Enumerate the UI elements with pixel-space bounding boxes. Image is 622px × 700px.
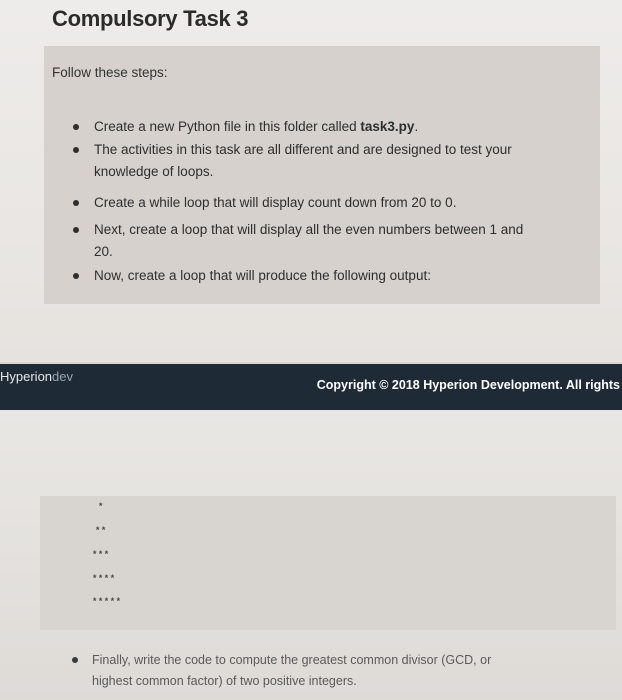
copyright-text: Copyright © 2018 Hyperion Development. All rights [316, 378, 620, 392]
bullet-icon [73, 200, 79, 206]
task-instructions-box [44, 46, 600, 304]
pattern-line: ** [95, 526, 107, 536]
list-item: Finally, write the code to compute the greatest common divisor (GCD, or highest common factor) of two positive integers. [92, 653, 492, 688]
brand-logo: Hyperiondev [0, 369, 73, 384]
output-example-box [40, 496, 616, 630]
pattern-line: *** [92, 550, 110, 560]
pattern-line: * [98, 502, 104, 512]
bullet-icon [73, 147, 79, 153]
task-intro: Follow these steps: [52, 65, 168, 80]
footer-bar [0, 364, 622, 410]
pattern-line: ***** [92, 597, 122, 607]
bullet-icon [72, 657, 78, 663]
list-item: The activities in this task are all different and are designed to test your knowledge of loops. [94, 139, 594, 183]
list-item: Now, create a loop that will produce the following output: [94, 265, 594, 287]
document-page-bottom [0, 410, 622, 700]
filename: task3.py [360, 119, 415, 134]
list-item: Create a new Python file in this folder called task3.py. [94, 116, 594, 138]
task-title: Compulsory Task 3 [52, 6, 249, 31]
pattern-line: **** [92, 574, 116, 584]
bullet-icon [73, 227, 79, 233]
bullet-icon [73, 273, 79, 279]
list-item: Create a while loop that will display count down from 20 to 0. [94, 192, 594, 214]
list-item: Next, create a loop that will display all the even numbers between 1 and 20. [94, 219, 594, 263]
bullet-icon [73, 124, 79, 130]
